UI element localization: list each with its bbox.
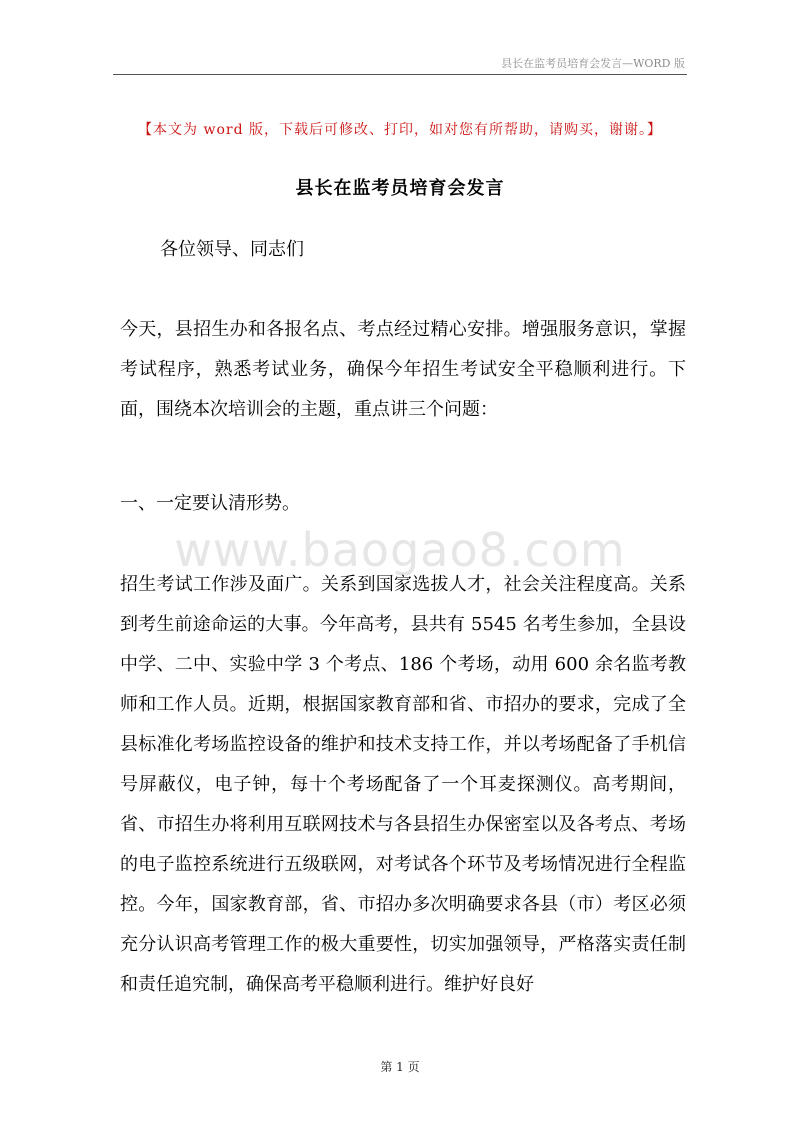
page-number: 第 1 页 <box>380 1060 420 1074</box>
purchase-notice: 【本文为 word 版，下载后可修改、打印，如对您有所帮助，请购买，谢谢。】 <box>138 122 662 138</box>
intro-paragraph: 今天，县招生办和各报名点、考点经过精心安排。增强服务意识，掌握考试程序，熟悉考试业务，确保今年招生考试安全平稳顺利进行。下面，围绕本次培训会的主题，重点讲三个问题： <box>120 319 686 420</box>
header-divider <box>113 74 687 75</box>
document-title: 县长在监考员培育会发言 <box>295 178 505 199</box>
section-body-paragraph: 招生考试工作涉及面广。关系到国家选拔人才，社会关注程度高。关系到考生前途命运的大事。今年高考，县共有 5545 名考生参加，全县设中学、二中、实验中学 3 个考点、186 个考场，动用 600 余名监考教师和工作人员。近期，根据国家教育部和省、市招办的要求，完成了全县标准化考场监控设备的维护和技术支持工作，并以考场配备了手机信号屏蔽仪，电子钟，每十个考场配备了一个耳麦探测仪。高考期间，省、市招生办将利用互联网技术与各县招生办保密室以及各考点、考场的电子监控系统进行五级联网，对考试各个环节及考场情况进行全程监控。今年，国家教育部，省、市招办多次明确要求各县（市）考区必须充分认识高考管理工作的极大重要性，切实加强领导，严格落实责任制和责任追究制，确保高考平稳顺利进行。维护好良好 <box>120 574 686 995</box>
running-header: 县长在监考员培育会发言—WORD 版 <box>501 57 685 70</box>
section-heading: 一、一定要认清形势。 <box>120 493 300 514</box>
salutation: 各位领导、同志们 <box>160 239 304 260</box>
watermark: www.baogao8.com <box>174 523 626 577</box>
